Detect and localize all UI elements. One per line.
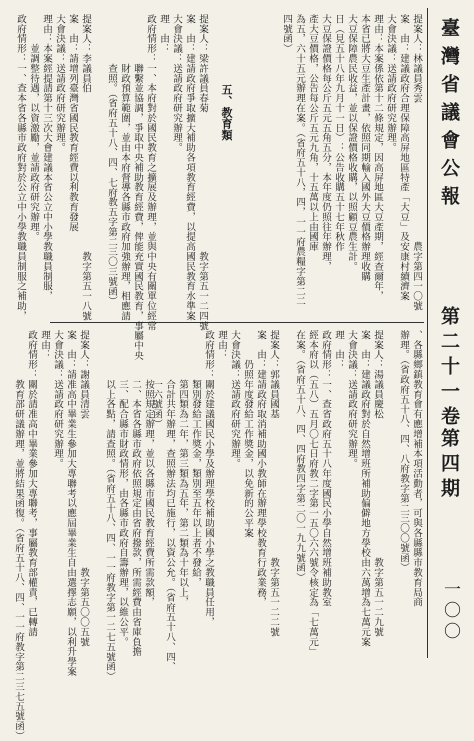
bottom-column: 案 由：建請政府爭取擴大補助各項教育經費，以提高國民教育水準案: [184, 14, 195, 321]
bottom-column: 理由：本案經提請第十三次大會建議本省公立中小學教職員制服，: [41, 14, 52, 302]
gazette-title: 臺灣省議會公報: [438, 18, 460, 214]
top-column: 四號函）: [281, 14, 292, 54]
bottom-column: 聯繫並協調，爭取中央補助教育經費，俾能充實國民教育，事屬中央: [132, 14, 143, 361]
page-number: 一〇〇: [440, 580, 460, 643]
mid-column: 類別發給工作獎金，類別至五年以上者不發給，: [190, 330, 201, 588]
mid-column: 理 由：: [333, 330, 344, 370]
mid-proposal-block: [151, 330, 422, 672]
bottom-column: 按照規定辦理，並以各縣市國民教育經費所需款額，: [143, 330, 154, 608]
top-column: 提案人：林議員秀雲 農字第四一〇號: [411, 14, 422, 311]
section-divider-top: [50, 322, 424, 323]
mid-column: 仍照年度發給工作獎金，以免新的公平案: [242, 330, 253, 538]
mid-column: 、各縣鄉鎮教育會有應增補本項活動者，可與各縣縣市教育局商: [411, 330, 422, 608]
bottom-column: 教育部研議辦理，並將結果函復。（省府五十八、四、一一府教字第二三七五號函）: [13, 330, 24, 741]
mid-column: 辦理。（省政府五十八、四、八府教字第二三〇〇號函）: [398, 330, 409, 573]
bottom-column: 政府情形：關於請准高中畢業參加大專聯考，事屬教育部權責，已轉請: [26, 330, 37, 637]
header-divider: [427, 8, 428, 658]
bottom-column: 提案人：李議員伯 教字第五一八號: [80, 14, 91, 321]
bottom-column: 三、配合縣市財政情形，由各縣市政府自籌辦理，以維公平。: [117, 330, 128, 647]
page-header: [430, 8, 464, 648]
bottom-column: 查照。（省府五十八、四、七府教五字第二三〇三號函）: [106, 14, 117, 307]
top-column: 理由：本案係依第十二條規定，因高屏地區大豆產期，經查爾年，: [372, 14, 383, 302]
bottom-column: 並調整待遇，以資激勵，並請政府研究辦理。: [28, 14, 39, 242]
mid-column: 理由：: [216, 330, 227, 360]
top-proposal-block: [282, 14, 422, 314]
mid-column: 案 由：建請政府取消補助國小教師在辦理學校教育行政業務，: [255, 330, 266, 608]
mid-column: 一六號函）: [151, 330, 162, 429]
bottom-column: 財政預算範圍，並由本府督導各縣市政府加強辦理，相應請: [119, 14, 130, 321]
mid-column: 案 由：建議政府對於自然增班所補助偏僻地方學校由六萬增為七萬元案: [359, 330, 370, 647]
bottom-column: 二、本省各縣市政府依照規定由省府撥款，所需經費由省庫負擔: [130, 330, 141, 657]
mid-column: 大會決議：送請政府研究辦理。: [229, 330, 240, 469]
top-column: 大會決議：送請政府研究辦理。: [385, 14, 396, 153]
top-column: 本省已將大豆生產計畫，依照同期輸入國外大豆價格辦理收購: [359, 14, 370, 282]
top-column: 大豆保障農民收益，並以保證價格收購，以照顧豆農生計。: [346, 14, 357, 272]
mid-column: 合計共年辦理，查照辦法均已施行，以資公允。（省府五十八、四、: [164, 330, 175, 672]
bottom-column: 提案人：梁許議員春菊 教字第五一二四號: [197, 14, 208, 331]
mid-column: 大會決議：送請政府研究辦理。: [346, 330, 357, 469]
bottom-column: 理 由：: [158, 14, 169, 54]
bottom-column: 政府情形：一、查本省各縣市政府對於公立中小學教職員制服之補助，: [15, 14, 26, 321]
mid-column: 政府情形：一、查省政府五十八年度國民小學自然增班補助教室: [320, 330, 331, 608]
bottom-column: 大會決議：送請政府研究辦理。: [54, 14, 65, 153]
bottom-column: 案 由：請准高中畢業生參加大專聯考以應屆畢業生自由選擇志願，以利升學案: [65, 330, 76, 677]
bottom-column: 理由：: [39, 330, 50, 360]
education-section-block: [4, 14, 233, 361]
mid-column: 提案人：湯議員慶松 教字第五一二九號: [372, 330, 383, 637]
issue-number: 第四期: [438, 428, 460, 503]
top-column: 為五，六十五元辦理在案。（省府五十八，四，一一府農糧字第二二: [294, 14, 305, 307]
top-column: 大豆保證價格每公斤五元五角五分，本年度仍照往年辦理，: [320, 14, 331, 272]
mid-column: 在案。（省府五十八、四、四府教四字第二〇一九九號函）: [294, 330, 305, 583]
mid-column: 政府情形：關於建議國民小學及辦理學校補助國小學之教職員任用，: [203, 330, 214, 627]
top-column: 產大豆價格，公告每公斤五元九角，十五萬以上由國庫: [307, 14, 318, 252]
bottom-column: 政府情形：一、本府對於國民教育之擴展及辦理，並與中央有關單位經常: [145, 14, 156, 331]
mid-column: 提案人：郭議員國基 教字第五一二二號: [268, 330, 279, 637]
lower-left-block: [4, 330, 154, 741]
volume-number: 第二十一卷: [438, 306, 460, 431]
mid-column: 經本府以（五八）五月〇七日府教二字第一五〇六六號令核定為「七萬元」: [307, 330, 318, 657]
mid-column: 第四類為二年，第三類為五年，第二類為十年以上，: [177, 330, 188, 608]
bottom-column: 案 由：請增列臺灣省國民教育經費以利教育發展: [67, 14, 78, 232]
bottom-column: 大會決議：送請政府研究辦理。: [171, 14, 182, 153]
top-column: 日（見五十八年九月十一日）：公告收購五十七年秋作: [333, 14, 344, 252]
top-column: 案 由：建議政府合理保障高屏地區特產「大豆」及安康村續濟案: [398, 14, 409, 302]
bottom-column: 大會決議：送請政府研究辦理。: [52, 330, 63, 469]
bottom-column: 提案人：謝議員清雲 教字第五〇〇五號: [78, 330, 89, 647]
section-heading: 五、教育類: [220, 84, 233, 141]
bottom-column: 以上各點，請查照。（省府五十八、四、一一府教字第一二七五號函）: [104, 330, 115, 682]
